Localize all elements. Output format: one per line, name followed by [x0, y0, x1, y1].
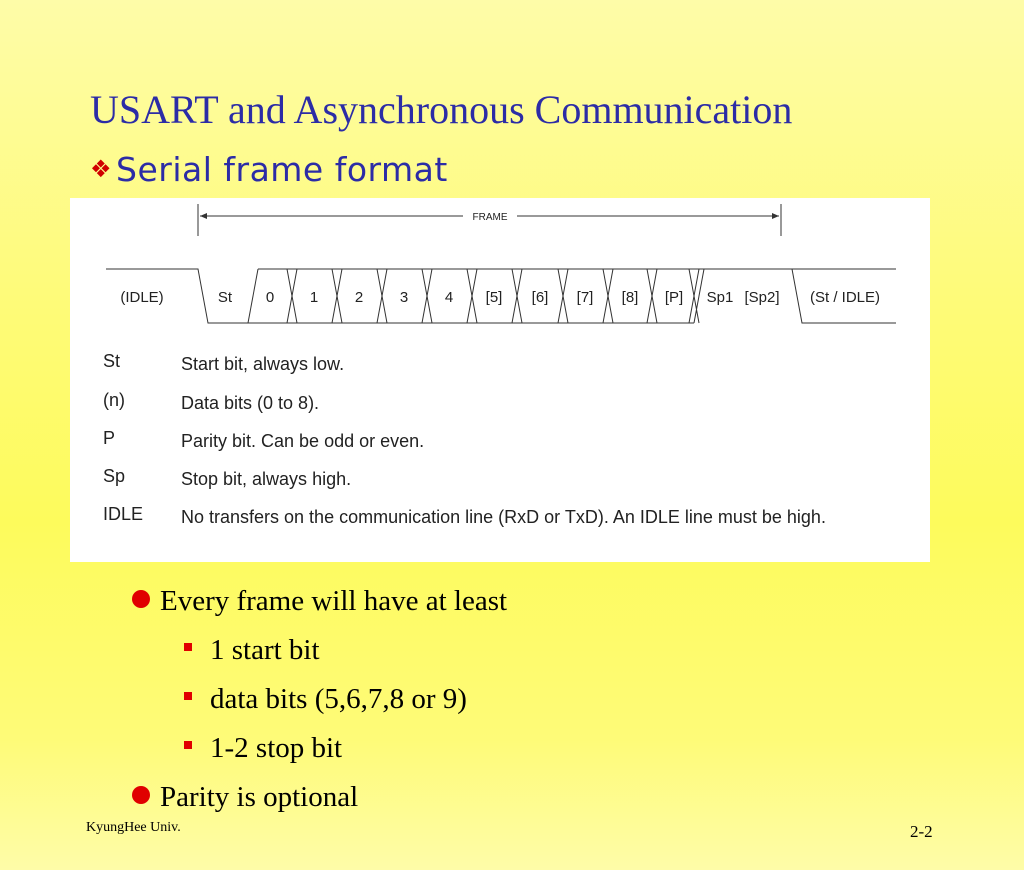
frame-label: FRAME	[472, 212, 508, 223]
bullet-text: 1-2 stop bit	[210, 732, 343, 764]
frame-cell-label: [7]	[576, 289, 594, 306]
subtitle-text: Serial frame format	[116, 150, 448, 189]
frame-cell-label: 1	[309, 289, 319, 306]
bit-boundary	[467, 269, 477, 323]
bit-boundary	[558, 269, 568, 323]
bullet-text: Every frame will have at least	[160, 585, 508, 617]
square-bullet-icon	[184, 741, 192, 749]
square-bullet-icon	[184, 692, 192, 700]
sub-bullet-item	[184, 634, 320, 667]
bit-boundary	[647, 269, 657, 323]
legend-description: Start bit, always low.	[181, 354, 345, 374]
frame-diagram	[70, 198, 930, 348]
bit-boundary	[332, 269, 342, 323]
circle-bullet-icon	[132, 786, 150, 804]
bit-boundary	[287, 269, 297, 323]
legend-term: IDLE	[103, 504, 144, 524]
bit-boundary	[603, 269, 613, 323]
bit-boundary	[422, 269, 432, 323]
parity-to-stop-edge	[694, 269, 704, 323]
frame-cell-label: [6]	[531, 289, 549, 306]
frame-cell-label: St	[217, 289, 233, 306]
frame-cell-label: (IDLE)	[120, 289, 164, 306]
legend-description: Stop bit, always high.	[181, 469, 352, 489]
frame-cell-label: 4	[444, 289, 454, 306]
start-to-data-edge	[248, 269, 258, 323]
circle-bullet-icon	[132, 590, 150, 608]
legend-description: Data bits (0 to 8).	[181, 393, 320, 413]
bit-boundary	[377, 269, 387, 323]
frame-format-figure	[70, 198, 930, 562]
arrow-head-right	[772, 213, 779, 219]
frame-cell-label: [Sp2]	[744, 289, 780, 306]
legend-term: (n)	[103, 390, 125, 410]
legend-description: Parity bit. Can be odd or even.	[181, 431, 425, 451]
bullet-item	[132, 585, 507, 618]
diamond-icon: ❖	[90, 155, 113, 183]
legend-description: No transfers on the communication line (RxD or TxD). An IDLE line must be high.	[181, 507, 826, 527]
square-bullet-icon	[184, 643, 192, 651]
arrow-head-left	[200, 213, 207, 219]
frame-cell-label: [8]	[621, 289, 639, 306]
frame-cell-label: [P]	[664, 289, 684, 306]
bit-boundary	[512, 269, 522, 323]
slide-title: USART and Asynchronous Communication	[90, 87, 793, 132]
sub-bullet-item	[184, 683, 467, 716]
legend-term: Sp	[103, 466, 126, 486]
slide-subtitle	[90, 150, 448, 189]
frame-cell-label: 3	[399, 289, 409, 306]
footer-institution: KyungHee Univ.	[86, 820, 181, 835]
bullet-text: Parity is optional	[160, 781, 359, 813]
bullet-text: 1 start bit	[210, 634, 320, 666]
frame-cell-label: [5]	[485, 289, 503, 306]
legend-term: St	[103, 351, 121, 371]
frame-cell-label: (St / IDLE)	[809, 289, 881, 306]
bullet-text: data bits (5,6,7,8 or 9)	[210, 683, 467, 715]
sub-bullet-item	[184, 732, 342, 765]
page-number: 2-2	[910, 822, 933, 841]
legend-term: P	[103, 428, 116, 448]
frame-cell-label: 2	[354, 289, 364, 306]
bullet-item	[132, 781, 358, 814]
frame-cell-label: Sp1	[706, 289, 734, 306]
bit-boundary	[689, 269, 699, 323]
frame-cell-label: 0	[265, 289, 275, 306]
